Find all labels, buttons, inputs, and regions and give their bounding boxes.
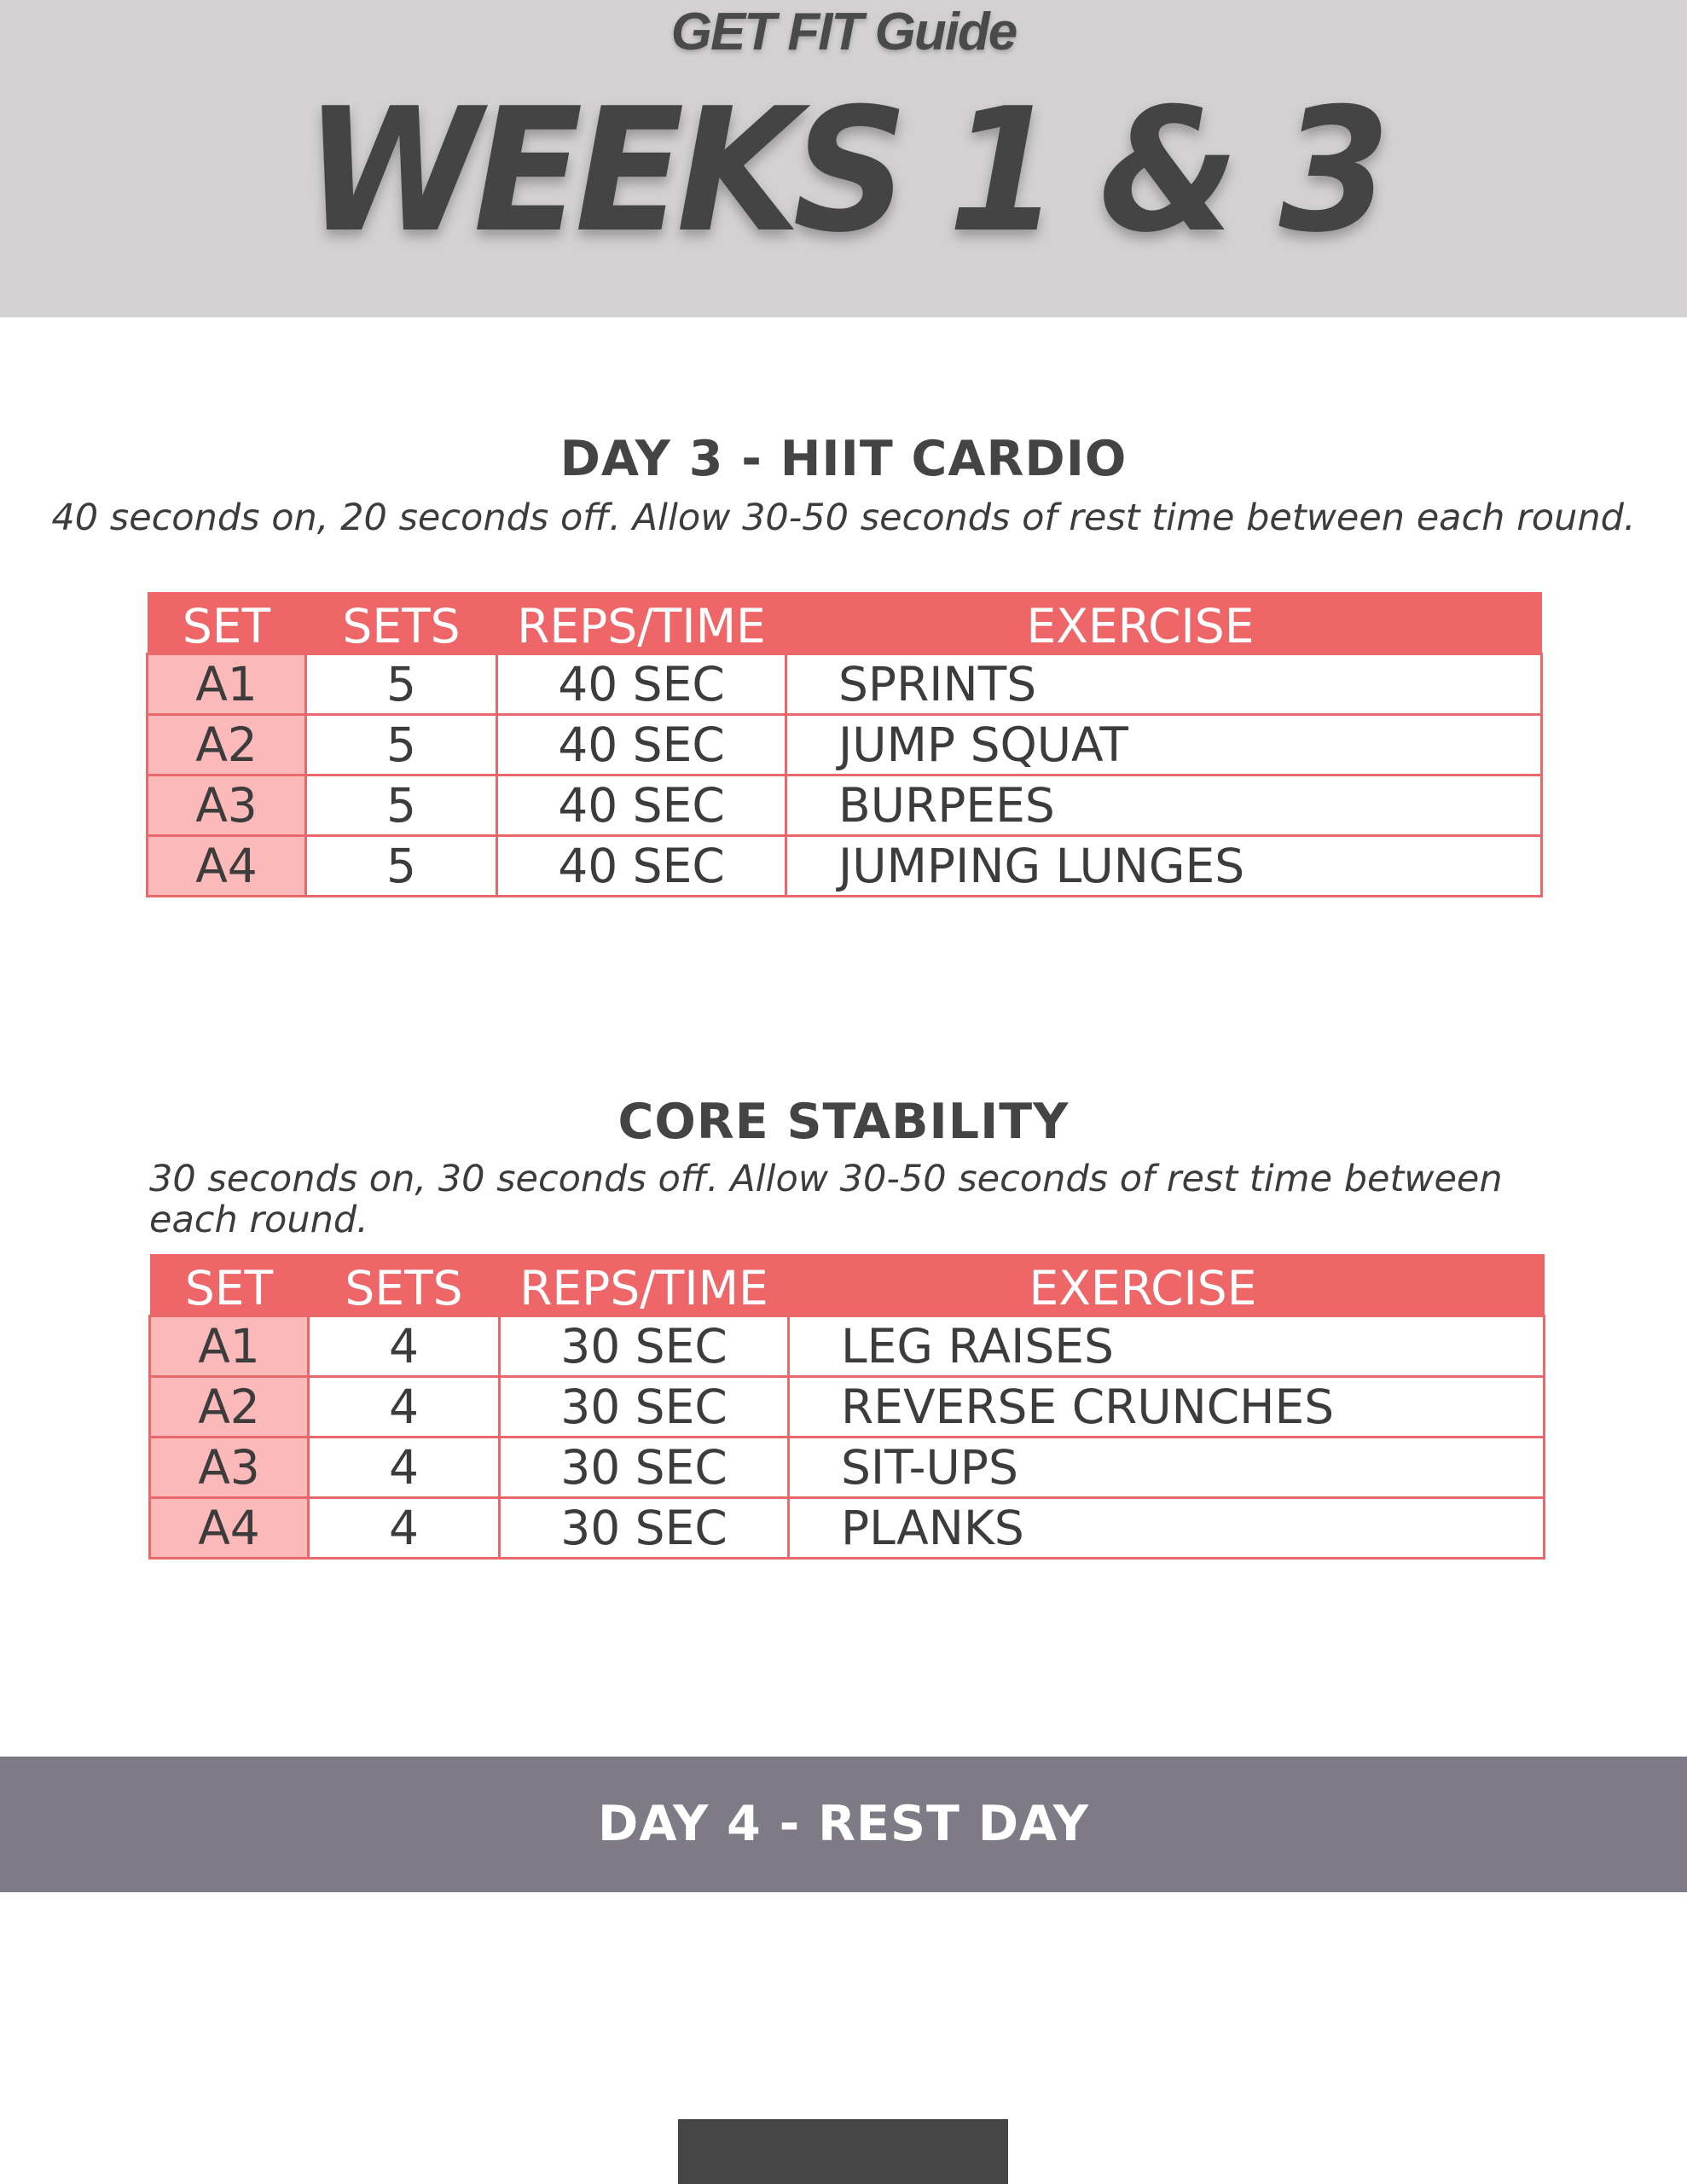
table-row	[150, 1377, 1545, 1438]
sets-cell: 4	[309, 1377, 500, 1438]
table-row	[150, 1498, 1545, 1559]
reps-cell: 30 SEC	[500, 1316, 789, 1377]
set-cell: A2	[148, 715, 306, 775]
hiit-heading: DAY 3 - HIIT CARDIO	[559, 431, 1128, 487]
exercise-cell: LEG RAISES	[789, 1316, 1545, 1377]
core-note: 30 seconds on, 30 seconds off. Allow 30-50 seconds of rest time between each round.	[149, 1158, 1503, 1241]
core-table	[148, 1254, 1545, 1560]
set-cell: A1	[148, 654, 306, 715]
set-cell: A1	[150, 1316, 309, 1377]
exercise-cell: SPRINTS	[786, 654, 1542, 715]
sets-cell: 5	[306, 836, 497, 897]
guide-title: GET FIT Guide	[670, 3, 1017, 61]
reps-cell: 40 SEC	[497, 654, 786, 715]
exercise-cell: BURPEES	[786, 775, 1542, 836]
sets-cell: 5	[306, 654, 497, 715]
sets-cell: 4	[309, 1438, 500, 1498]
col-header-sets: SETS	[309, 1254, 500, 1316]
hiit-table	[146, 592, 1543, 897]
table-row	[148, 715, 1542, 775]
table-header-row	[148, 592, 1542, 654]
set-cell: A4	[150, 1498, 309, 1559]
set-cell: A3	[148, 775, 306, 836]
rest-day-title: DAY 4 - REST DAY	[598, 1796, 1089, 1852]
col-header-reps: REPS/TIME	[497, 592, 786, 654]
table-header-row	[150, 1254, 1545, 1316]
hiit-note: 40 seconds on, 20 seconds off. Allow 30-50 seconds of rest time between each round.	[51, 497, 1636, 539]
table-row	[148, 775, 1542, 836]
col-header-set: SET	[148, 592, 306, 654]
table-row	[150, 1316, 1545, 1377]
set-cell: A2	[150, 1377, 309, 1438]
sets-cell: 4	[309, 1498, 500, 1559]
weeks-title: WEEKS 1 & 3	[304, 72, 1383, 270]
col-header-sets: SETS	[306, 592, 497, 654]
exercise-cell: PLANKS	[789, 1498, 1545, 1559]
set-cell: A3	[150, 1438, 309, 1498]
col-header-exercise: EXERCISE	[786, 592, 1542, 654]
core-heading: CORE STABILITY	[617, 1094, 1070, 1150]
table-row	[148, 654, 1542, 715]
reps-cell: 40 SEC	[497, 715, 786, 775]
table-row	[148, 836, 1542, 897]
col-header-reps: REPS/TIME	[500, 1254, 789, 1316]
set-cell: A4	[148, 836, 306, 897]
exercise-cell: JUMPING LUNGES	[786, 836, 1542, 897]
col-header-set: SET	[150, 1254, 309, 1316]
exercise-cell: REVERSE CRUNCHES	[789, 1377, 1545, 1438]
sets-cell: 5	[306, 715, 497, 775]
reps-cell: 30 SEC	[500, 1498, 789, 1559]
exercise-cell: SIT-UPS	[789, 1438, 1545, 1498]
footer-block	[678, 2119, 1008, 2184]
reps-cell: 40 SEC	[497, 775, 786, 836]
sets-cell: 4	[309, 1316, 500, 1377]
reps-cell: 30 SEC	[500, 1438, 789, 1498]
reps-cell: 30 SEC	[500, 1377, 789, 1438]
col-header-exercise: EXERCISE	[789, 1254, 1545, 1316]
reps-cell: 40 SEC	[497, 836, 786, 897]
exercise-cell: JUMP SQUAT	[786, 715, 1542, 775]
sets-cell: 5	[306, 775, 497, 836]
table-row	[150, 1438, 1545, 1498]
